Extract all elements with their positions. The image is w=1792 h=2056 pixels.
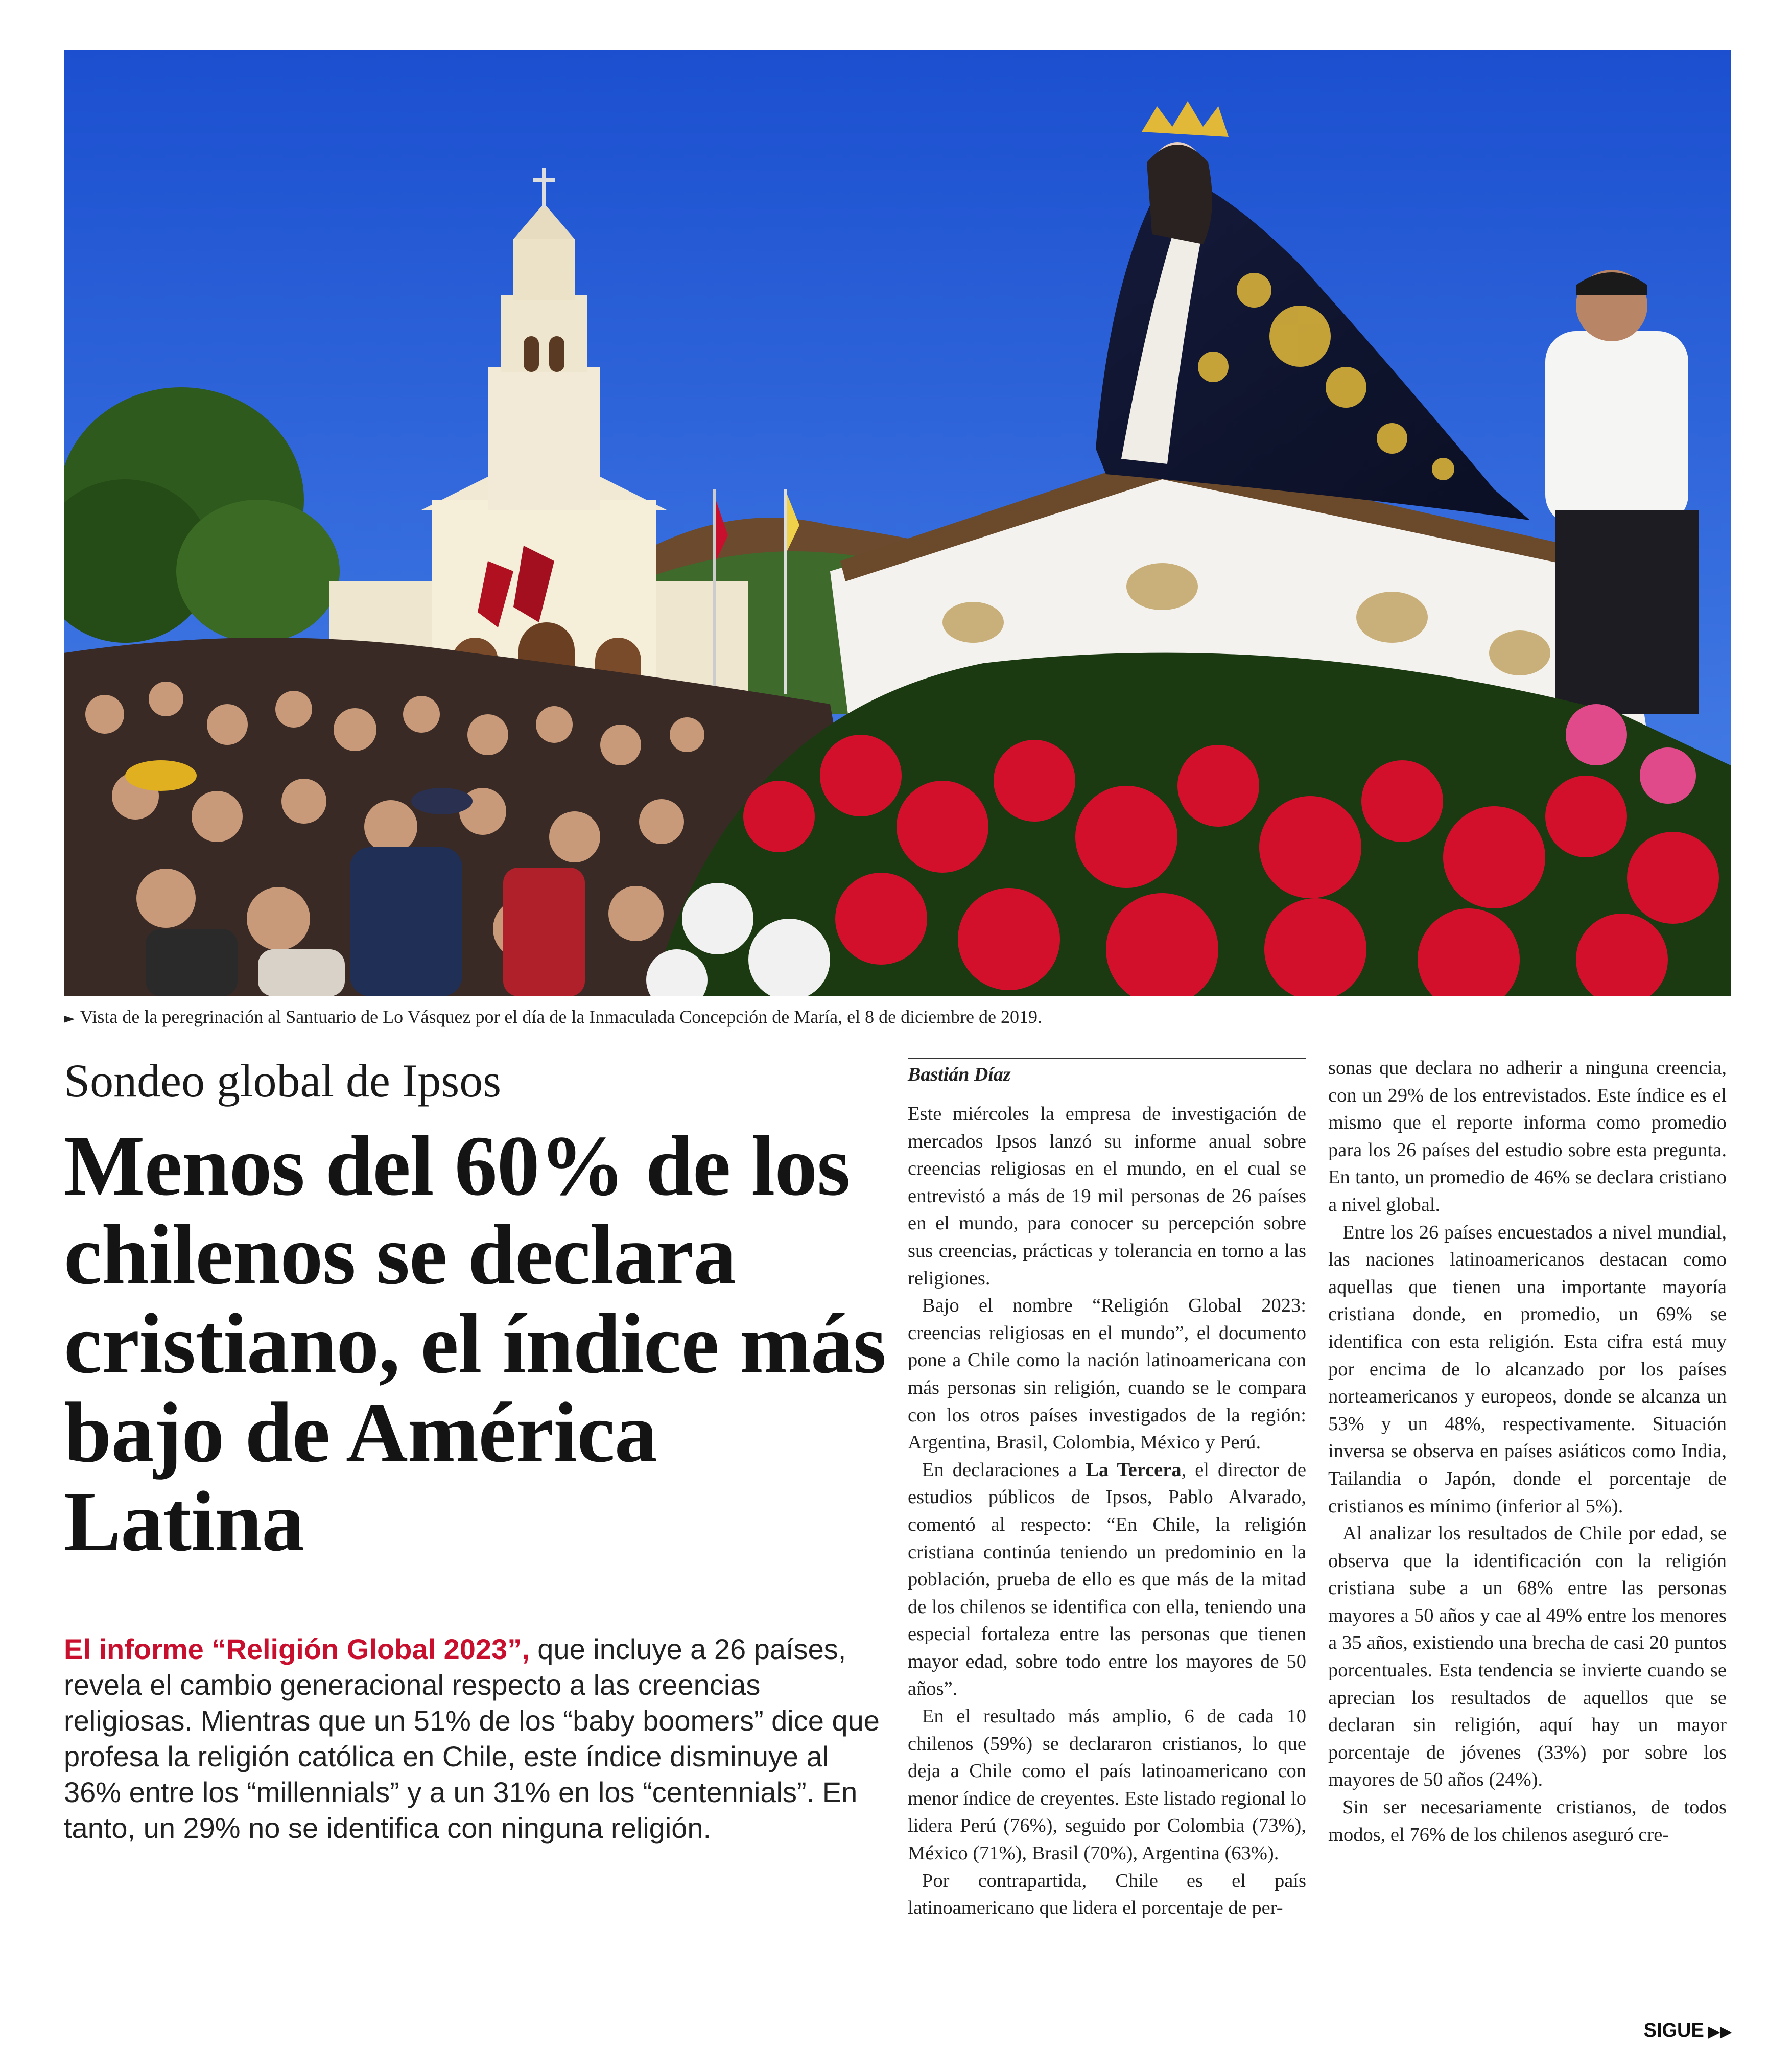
body-paragraph: Este miércoles la empresa de investigación de mercados Ipsos lanzó su informe anual sobre creencias religiosas en el mundo, en el cual se entrevistó a más de 19 mil personas de 26 países en el mundo, para conocer su percepción sobre sus creencias, prácticas y tolerancia en torno a las religiones. [908, 1103, 1306, 1289]
article-kicker: Sondeo global de Ipsos [64, 1055, 502, 1107]
byline-rule [908, 1058, 1306, 1089]
newspaper-name: La Tercera [1086, 1459, 1182, 1481]
continue-label: SIGUE [1643, 2020, 1704, 2041]
author-byline: Bastián Díaz [908, 1064, 1011, 1085]
caption-text: Vista de la peregrinación al Santuario de Lo Vásquez por el día de la Inmaculada Concepción de María, el 8 de diciembre de 2019. [80, 1007, 1043, 1027]
body-paragraph: Entre los 26 países encuestados a nivel mundial, las naciones latinoamericanos destacan como aquellas que tienen una importante mayoría cristiana donde, en promedio, un 69% se identifica con esta religión. Esta cifra está muy por encima de lo alcanzado por los países norteamericanos y europeos, donde se alcanza un 53% y un 48%, respectivamente. Situación inversa se observa en países asiáticos como India, Tailandia o Japón, donde el porcentaje de cristianos es mínimo (inferior al 5%). [1328, 1221, 1727, 1517]
continue-marker[interactable] [1619, 2019, 1732, 2043]
article-lead [64, 1631, 886, 1846]
body-paragraph: Sin ser necesariamente cristianos, de todos modos, el 76% de los chilenos aseguró cre- [1328, 1796, 1727, 1845]
body-paragraph: sonas que declara no adherir a ninguna creencia, con un 29% de los entrevistados. Este índice es el mismo que el reporte informa como promedio para los 26 países del estudio sobre esta pregunta. En tanto, un promedio de 46% se declara cristiano a nivel global. [1328, 1057, 1727, 1216]
body-text: En declaraciones a [922, 1459, 1086, 1481]
body-text: , el director de estudios públicos de Ipsos, Pablo Alvarado, comentó al respecto: “En Chile, la religión cristiana continúa teniendo un predominio en la población, prueba de ello es que más de la mitad de los chilenos se identifica con ella, teniendo una especial fortaleza entre las personas que tienen mayor edad, sobre todo entre los mayores de 50 años”. [908, 1459, 1307, 1700]
caption-triangle-icon: ► [64, 1010, 75, 1026]
body-column-2 [1328, 1055, 1727, 1849]
body-paragraph [908, 1457, 1306, 1703]
body-paragraph: Bajo el nombre “Religión Global 2023: creencias religiosas en el mundo”, el documento pone a Chile como la nación latinoamericana con más personas sin religión, cuando se le compara con los otros países investigados de la región: Argentina, Brasil, Colombia, México y Perú. [908, 1295, 1306, 1454]
lead-photo [64, 50, 1731, 996]
photo-caption [64, 1006, 1731, 1030]
lead-accent: El informe “Religión Global 2023”, [64, 1633, 530, 1665]
pilgrimage-photo-illustration [64, 50, 1731, 996]
body-column-1 [908, 1058, 1306, 1922]
lead-text: que incluye a 26 países, revela el cambio generacional respecto a las creencias religiosas. Mientras que un 51% de los “baby boomers” dice que profesa la religión católica en Chile, este índice disminuye al 36% entre los “millennials” y a un 31% en los “centennials”. En tanto, un 29% no se identifica con ninguna religión. [64, 1633, 880, 1844]
body-paragraph: Al analizar los resultados de Chile por edad, se observa que la identificación con la religión cristiana sube a un 68% entre las personas mayores a 50 años y cae al 49% entre los menores a 35 años, existiendo una brecha de casi 20 puntos porcentuales. Esta tendencia se invierte cuando se aprecian los resultados de aquellos que se declaran sin religión, aquí hay un mayor porcentaje de jóvenes (33%) por sobre los mayores de 50 años (24%). [1328, 1523, 1727, 1791]
article-headline: Menos del 60% de los chilenos se declara cristiano, el índice más bajo de América Latina [64, 1118, 886, 1569]
body-paragraph: Por contrapartida, Chile es el país latinoamericano que lidera el porcentaje de per- [908, 1870, 1306, 1919]
double-arrow-right-icon: ▶▶ [1708, 2023, 1732, 2041]
body-paragraph: En el resultado más amplio, 6 de cada 10 chilenos (59%) se declararon cristianos, lo que deja a Chile como el país latinoamericano con menor índice de creyentes. Este listado regional lo lidera Perú (76%), seguido por Colombia (73%), México (71%), Brasil (70%), Argentina (63%). [908, 1705, 1306, 1864]
